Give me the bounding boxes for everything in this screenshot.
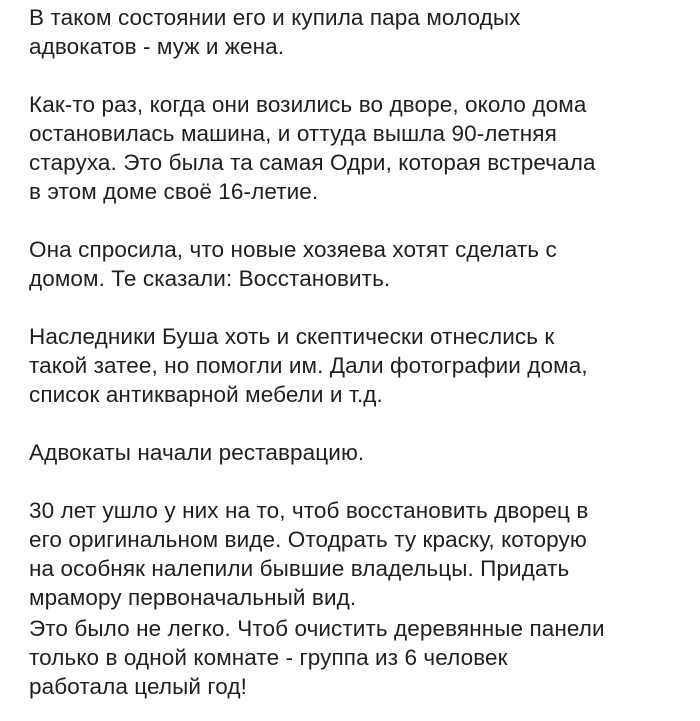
text-line: адвокатов - муж и жена. xyxy=(29,34,285,59)
article-text xyxy=(29,3,689,701)
text-line: В таком состоянии его и купила пара молодых xyxy=(29,5,521,30)
text-line: 30 лет ушло у них на то, чтоб восстановить дворец в xyxy=(29,498,589,523)
text-line: работала целый год! xyxy=(29,674,247,699)
text-line: Как-то раз, когда они возились во дворе, около дома xyxy=(29,92,587,117)
text-line: Она спросила, что новые хозяева хотят сделать с xyxy=(29,237,557,262)
text-line: на особняк налепили бывшие владельцы. Придать xyxy=(29,556,570,581)
text-line: список антикварной мебели и т.д. xyxy=(29,382,383,407)
paragraph-7 xyxy=(29,614,689,701)
paragraph-3 xyxy=(29,235,689,293)
paragraph-6 xyxy=(29,496,689,612)
text-line: остановилась машина, и оттуда вышла 90-летняя xyxy=(29,121,557,146)
text-line: Наследники Буша хоть и скептически отнеслись к xyxy=(29,324,555,349)
paragraph-4 xyxy=(29,322,689,409)
text-line: его оригинальном виде. Отодрать ту краску, которую xyxy=(29,527,587,552)
text-line: такой затее, но помогли им. Дали фотографии дома, xyxy=(29,353,588,378)
text-line: старуха. Это была та самая Одри, которая встречала xyxy=(29,150,596,175)
text-line: Адвокаты начали реставрацию. xyxy=(29,440,365,465)
text-line: мрамору первоначальный вид. xyxy=(29,585,357,610)
text-line: только в одной комнате - группа из 6 человек xyxy=(29,645,508,670)
paragraph-5 xyxy=(29,438,689,467)
paragraph-2 xyxy=(29,90,689,206)
paragraph-1 xyxy=(29,3,689,61)
text-line: домом. Те сказали: Восстановить. xyxy=(29,266,391,291)
text-line: в этом доме своё 16-летие. xyxy=(29,179,319,204)
text-line: Это было не легко. Чтоб очистить деревянные панели xyxy=(29,616,605,641)
